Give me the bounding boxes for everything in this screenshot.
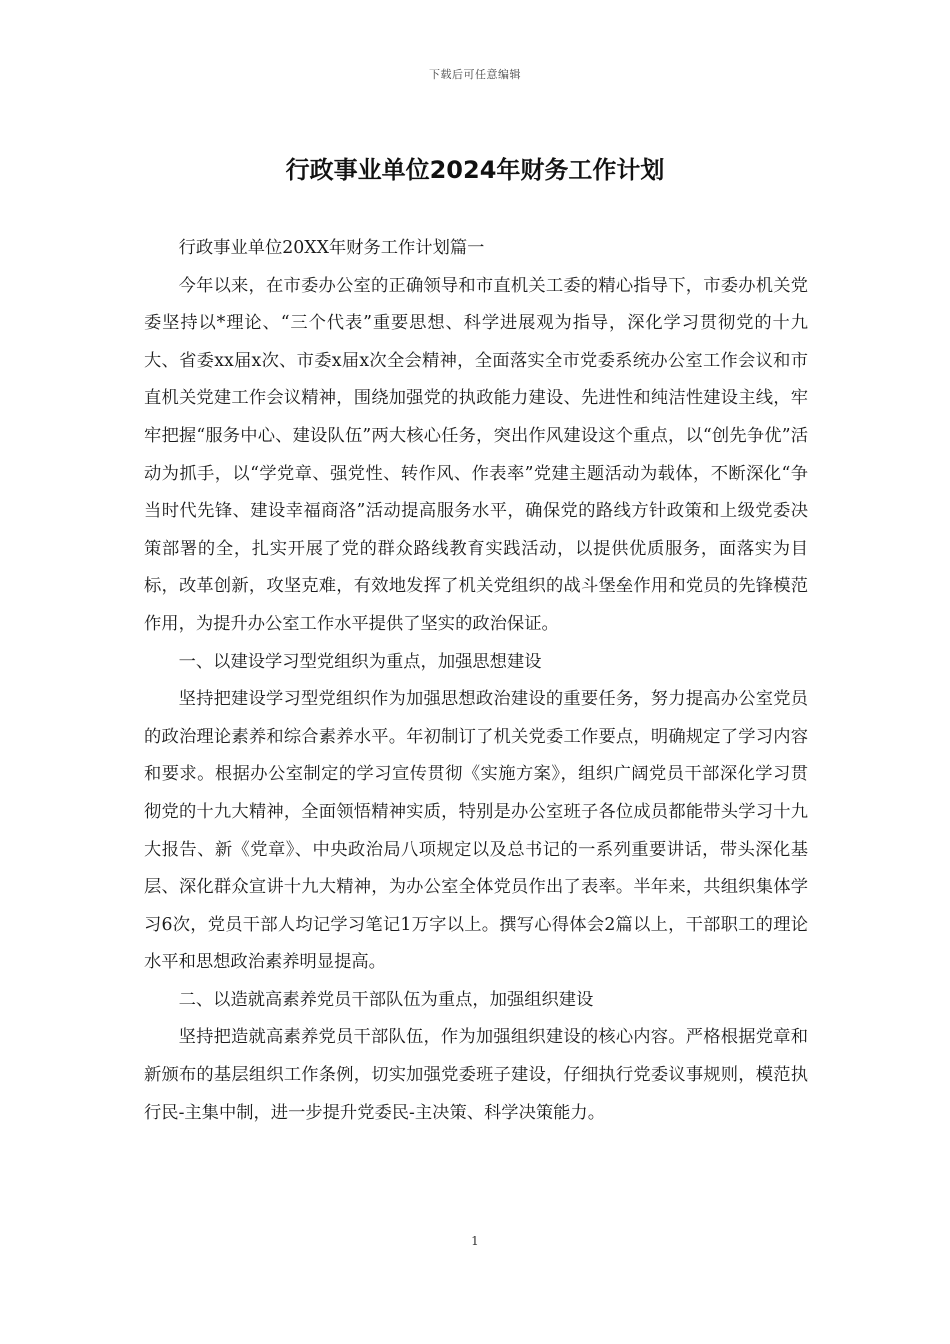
section-heading: 行政事业单位20XX年财务工作计划篇一	[178, 238, 485, 258]
body-paragraph: 今年以来，在市委办公室的正确领导和市直机关工委的精心指导下，市委办机关党委坚持以*理论、“三个代表”重要思想、科学进展观为指导，深化学习贯彻党的十九大、省委xx届x次、市委x届x次全会精神，全面落实全市党委系统办公室工作会议和市直机关党建工作会议精神，围绕加强党的执政能力建设、先进性和纯洁性建设主线，牢牢把握“服务中心、建设队伍”两大核心任务，突出作风建设这个重点，以“创先争优”活动为抓手，以“学党章、强党性、转作风、作表率”党建主题活动为载体，不断深化“争当时代先锋、建设幸福商洛”活动提高服务水平，确保党的路线方针政策和上级党委决策部署的全，扎实开展了党的群众路线教育实践活动，以提供优质服务，面落实为目标，改革创新，攻坚克难，有效地发挥了机关党组织的战斗堡垒作用和党员的先锋模范作用，为提升办公室工作水平提供了坚实的政治保证。	[144, 275, 808, 634]
section-heading: 二、以造就高素养党员干部队伍为重点，加强组织建设	[178, 989, 594, 1010]
body-paragraph: 坚持把建设学习型党组织作为加强思想政治建设的重要任务，努力提高办公室党员的政治理论素养和综合素养水平。年初制订了机关党委工作要点，明确规定了学习内容和要求。根据办公室制定的学习宣传贯彻《实施方案》，组织广阔党员干部深化学习贯彻党的十九大精神，全面领悟精神实质，特别是办公室班子各位成员都能带头学习十九大报告、新《党章》、中央政治局八项规定以及总书记的一系列重要讲话，带头深化基层、深化群众宣讲十九大精神，为办公室全体党员作出了表率。半年来，共组织集体学习6次，党员干部人均记学习笔记1万字以上。撰写心得体会2篇以上，干部职工的理论水平和思想政治素养明显提高。	[144, 689, 808, 973]
body-paragraph: 坚持把造就高素养党员干部队伍，作为加强组织建设的核心内容。严格根据党章和新颁布的基层组织工作条例，切实加强党委班子建设，仔细执行党委议事规则，模范执行民-主集中制，进一步提升党委民-主决策、科学决策能力。	[144, 1027, 808, 1123]
document-body	[144, 230, 808, 1132]
document-title: 行政事业单位2024年财务工作计划	[285, 156, 665, 184]
section-heading: 一、以建设学习型党组织为重点，加强思想建设	[178, 651, 542, 672]
page-header-note: 下载后可任意编辑	[429, 68, 521, 81]
page-number: 1	[471, 1234, 479, 1248]
